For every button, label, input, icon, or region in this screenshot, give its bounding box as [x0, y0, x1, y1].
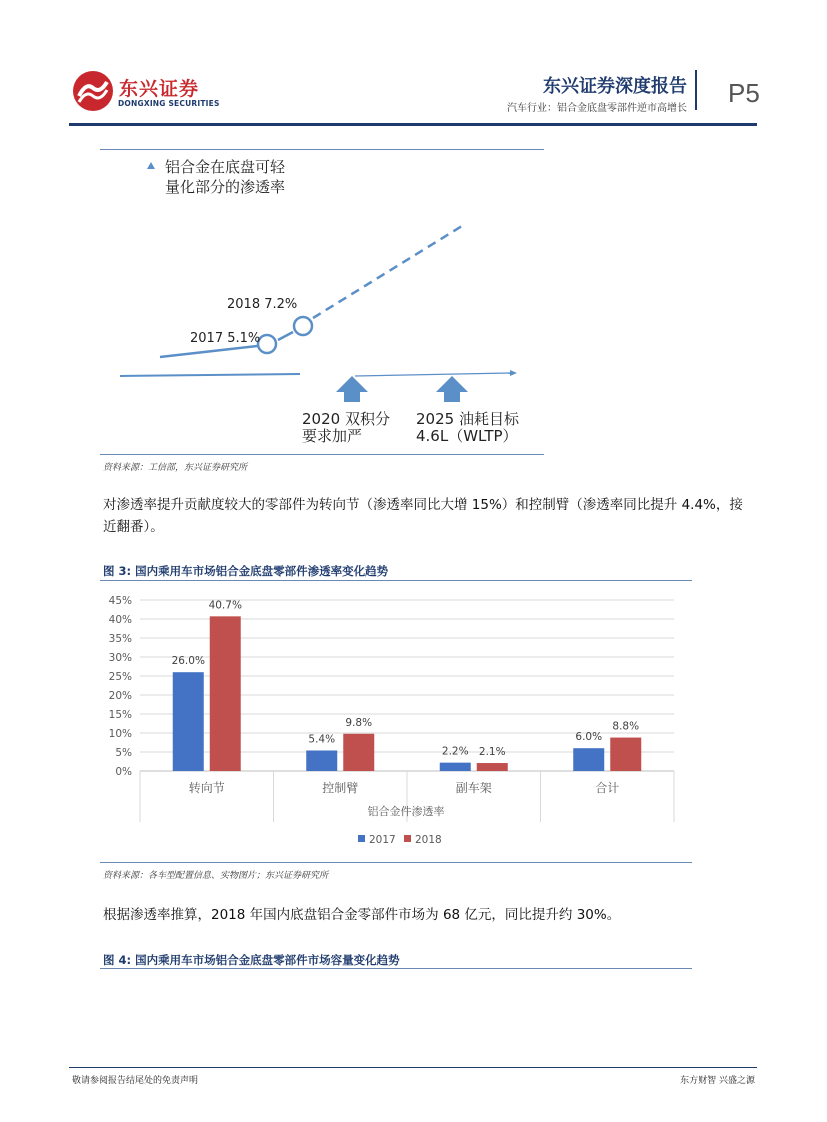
y-tick-label: 10%	[108, 728, 132, 740]
figure3-bar-chart	[100, 580, 692, 860]
baseline-arrow-icon	[510, 370, 517, 376]
point-2017-label: 2017 5.1%	[190, 331, 261, 346]
data-label: 2.2%	[441, 745, 469, 758]
bar-2017-控制臂	[306, 750, 337, 771]
figure2-source: 资料来源：工信部，东兴证券研究所	[103, 463, 248, 473]
bar-2018-副车架	[477, 763, 508, 771]
trend-line-segment	[278, 332, 293, 340]
footer-rule	[69, 1067, 757, 1068]
data-label: 26.0%	[171, 655, 205, 668]
figure2-bottom-rule	[100, 454, 544, 455]
y-tick-label: 35%	[108, 633, 132, 645]
figure2-legend-line1: 铝合金在底盘可轻	[165, 158, 286, 176]
header-divider	[695, 70, 697, 110]
data-label: 5.4%	[308, 733, 336, 746]
y-tick-label: 5%	[115, 747, 132, 759]
trend-line-historical	[160, 345, 266, 357]
bar-2018-控制臂	[343, 734, 374, 771]
event-2020-label-line1: 2020 双积分	[302, 410, 390, 428]
event-2020-label-line2: 要求加严	[302, 427, 363, 445]
event-2025-label-line2: 4.6L（WLTP）	[416, 427, 518, 445]
y-tick-label: 40%	[108, 614, 132, 626]
chart-y-tick-labels	[109, 595, 132, 778]
bar-2018-转向节	[210, 616, 241, 771]
x-tick-label: 副车架	[455, 781, 492, 795]
logo-english-name: DONGXING SECURITIES	[118, 99, 220, 108]
baseline-axis-right	[355, 373, 510, 376]
data-label: 8.8%	[612, 720, 640, 733]
figure2-legend-line2: 量化部分的渗透率	[165, 178, 286, 196]
figure4-caption-rule	[100, 968, 692, 969]
legend-label: 2018	[415, 834, 442, 846]
body-paragraph-1: 对渗透率提升贡献度较大的零部件为转向节（渗透率同比大增 15%）和控制臂（渗透率同比提升 4.4%，接近翻番）。	[103, 497, 743, 535]
figure3-bottom-rule	[100, 862, 692, 863]
footer-slogan: 东方财智 兴盛之源	[680, 1076, 755, 1086]
chart-bars	[173, 616, 642, 771]
baseline-axis	[120, 374, 300, 376]
point-2018-label: 2018 7.2%	[227, 297, 298, 312]
x-tick-label: 合计	[595, 781, 620, 795]
figure4-caption: 图 4: 国内乘用车市场铝合金底盘零部件市场容量变化趋势	[103, 953, 400, 967]
y-tick-label: 30%	[108, 652, 132, 664]
x-tick-label: 转向节	[188, 781, 225, 795]
y-tick-label: 25%	[108, 671, 132, 683]
legend-swatch	[404, 835, 411, 842]
logo-chinese-name: 东兴证券	[119, 78, 200, 100]
y-tick-label: 15%	[108, 709, 132, 721]
point-2017-marker	[258, 335, 276, 353]
page-number: P5	[728, 78, 760, 108]
bar-2017-副车架	[440, 763, 471, 771]
company-logo-icon	[72, 70, 114, 112]
event-2020-arrow-icon	[336, 376, 368, 402]
data-label: 9.8%	[345, 716, 373, 729]
chart-data-labels	[172, 599, 640, 758]
figure3-caption: 图 3: 国内乘用车市场铝合金底盘零部件渗透率变化趋势	[103, 564, 389, 578]
bar-2017-转向节	[173, 672, 204, 771]
y-tick-label: 0%	[115, 766, 132, 778]
bar-2017-合计	[573, 748, 604, 771]
legend-triangle-icon	[147, 162, 155, 169]
y-tick-label: 20%	[108, 690, 132, 702]
legend-label: 2017	[369, 834, 396, 846]
header-rule	[69, 123, 757, 126]
data-label: 2.1%	[478, 746, 506, 759]
figure3-source: 资料来源：各车型配置信息、实物图片；东兴证券研究所	[103, 871, 329, 881]
legend-swatch	[358, 835, 365, 842]
footer-disclaimer: 敬请参阅报告结尾处的免责声明	[72, 1076, 199, 1086]
chart-legend	[358, 834, 442, 846]
y-tick-label: 45%	[108, 595, 132, 607]
bar-2018-合计	[610, 738, 641, 771]
report-subtitle: 汽车行业：铝合金底盘零部件逆市高增长	[507, 103, 687, 114]
event-2025-label-line1: 2025 油耗目标	[416, 410, 519, 428]
event-2025-arrow-icon	[436, 376, 468, 402]
x-tick-label: 控制臂	[322, 781, 359, 795]
body-paragraph-2: 根据渗透率推算，2018 年国内底盘铝合金零部件市场为 68 亿元，同比提升约 30%。	[103, 907, 621, 923]
trend-line-projection	[313, 226, 462, 318]
data-label: 6.0%	[575, 731, 603, 744]
chart-x-axis-title: 铝合金件渗透率	[367, 805, 445, 818]
data-label: 40.7%	[208, 599, 242, 612]
chart-x-tick-labels	[189, 780, 620, 795]
point-2018-marker	[294, 317, 312, 335]
report-title: 东兴证券深度报告	[543, 76, 687, 97]
